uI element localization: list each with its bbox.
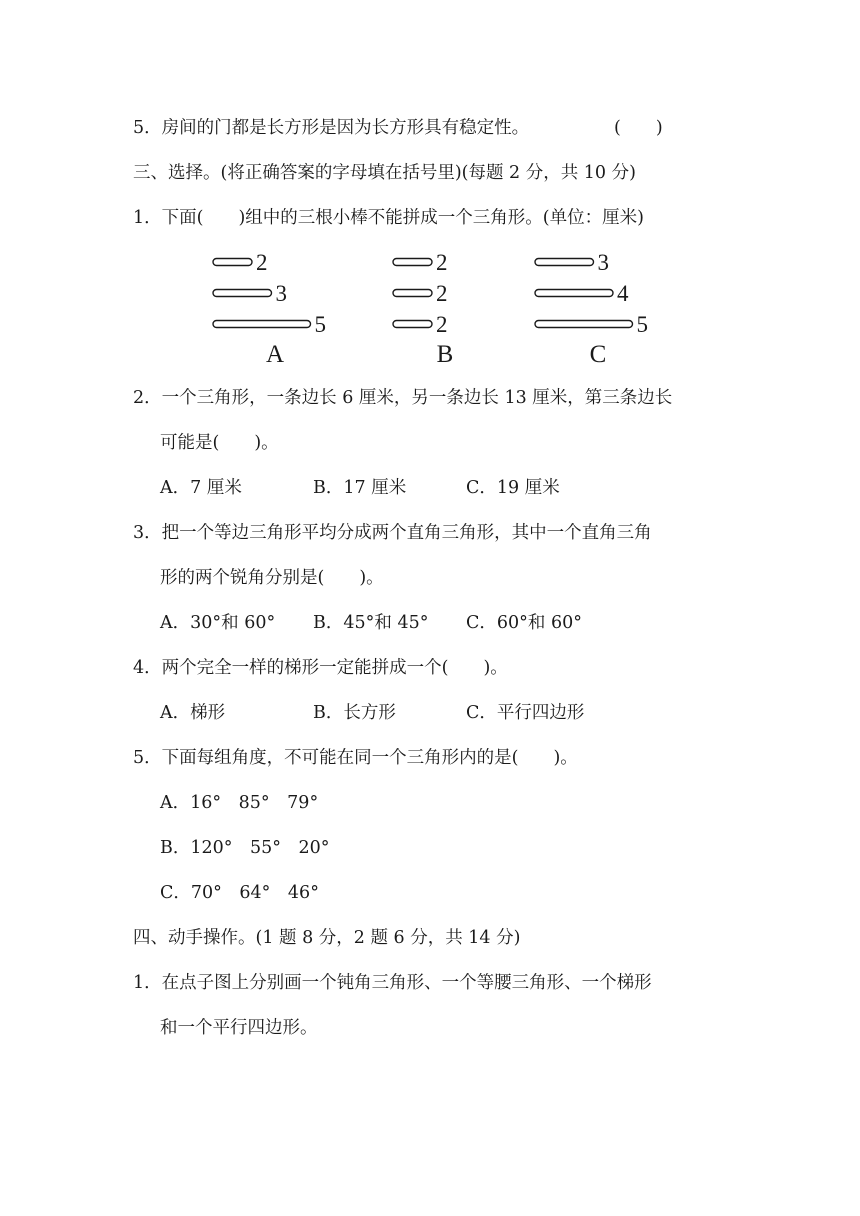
question-text: 5．房间的门都是长方形是因为长方形具有稳定性。 [133, 118, 530, 138]
stick [213, 321, 311, 328]
option-b[interactable]: B．120° 55° 20° [160, 838, 330, 858]
stick-length-label: 5 [314, 312, 326, 337]
stick [535, 290, 613, 297]
question-text: 1．下面( )组中的三根小棒不能拼成一个三角形。(单位：厘米) [133, 208, 644, 228]
stick-group-c [535, 250, 648, 368]
question-text: 3．把一个等边三角形平均分成两个直角三角形，其中一个直角三角 [133, 523, 652, 543]
stick-length-label: 3 [597, 250, 609, 275]
stick [535, 321, 633, 328]
stick-figure [205, 246, 665, 370]
section-heading: 四、动手操作。(1 题 8 分，2 题 6 分，共 14 分) [133, 928, 521, 948]
option-a[interactable]: A．7 厘米 [160, 478, 242, 498]
stick-length-label: 2 [436, 250, 448, 275]
option-c[interactable]: C．60°和 60° [466, 613, 582, 633]
stick [393, 290, 432, 297]
option-a[interactable]: A．梯形 [160, 703, 226, 723]
question-text: 5．下面每组角度，不可能在同一个三角形内的是( )。 [133, 748, 578, 768]
group-label: B [436, 341, 454, 368]
section-heading: 三、选择。(将正确答案的字母填在括号里)(每题 2 分，共 10 分) [133, 163, 636, 183]
group-label: C [589, 341, 607, 368]
question-text-continued: 形的两个锐角分别是( )。 [160, 568, 384, 588]
group-label: A [265, 341, 285, 368]
stick-length-label: 2 [256, 250, 268, 275]
option-a[interactable]: A．16° 85° 79° [160, 793, 319, 813]
question-text: 1．在点子图上分别画一个钝角三角形、一个等腰三角形、一个梯形 [133, 973, 652, 993]
stick-length-label: 5 [636, 312, 648, 337]
option-c[interactable]: C．19 厘米 [466, 478, 560, 498]
option-b[interactable]: B．45°和 45° [313, 613, 429, 633]
option-c[interactable]: C．70° 64° 46° [160, 883, 319, 903]
stick-length-label: 3 [275, 281, 287, 306]
question-text: 4．两个完全一样的梯形一定能拼成一个( )。 [133, 658, 508, 678]
question-text: 2．一个三角形，一条边长 6 厘米，另一条边长 13 厘米，第三条边长 [133, 388, 673, 408]
stick [393, 259, 432, 266]
option-a[interactable]: A．30°和 60° [160, 613, 276, 633]
stick-length-label: 4 [617, 281, 629, 306]
stick-length-label: 2 [436, 281, 448, 306]
stick [213, 290, 272, 297]
answer-bracket[interactable]: ( ) [614, 118, 663, 138]
stick-length-label: 2 [436, 312, 448, 337]
stick [213, 259, 252, 266]
question-text-continued: 可能是( )。 [160, 433, 279, 453]
option-b[interactable]: B．17 厘米 [313, 478, 407, 498]
question-text-continued: 和一个平行四边形。 [160, 1018, 318, 1038]
stick-group-a [213, 250, 326, 368]
option-b[interactable]: B．长方形 [313, 703, 396, 723]
option-c[interactable]: C．平行四边形 [466, 703, 585, 723]
stick [535, 259, 594, 266]
stick [393, 321, 432, 328]
stick-group-b [393, 250, 453, 368]
